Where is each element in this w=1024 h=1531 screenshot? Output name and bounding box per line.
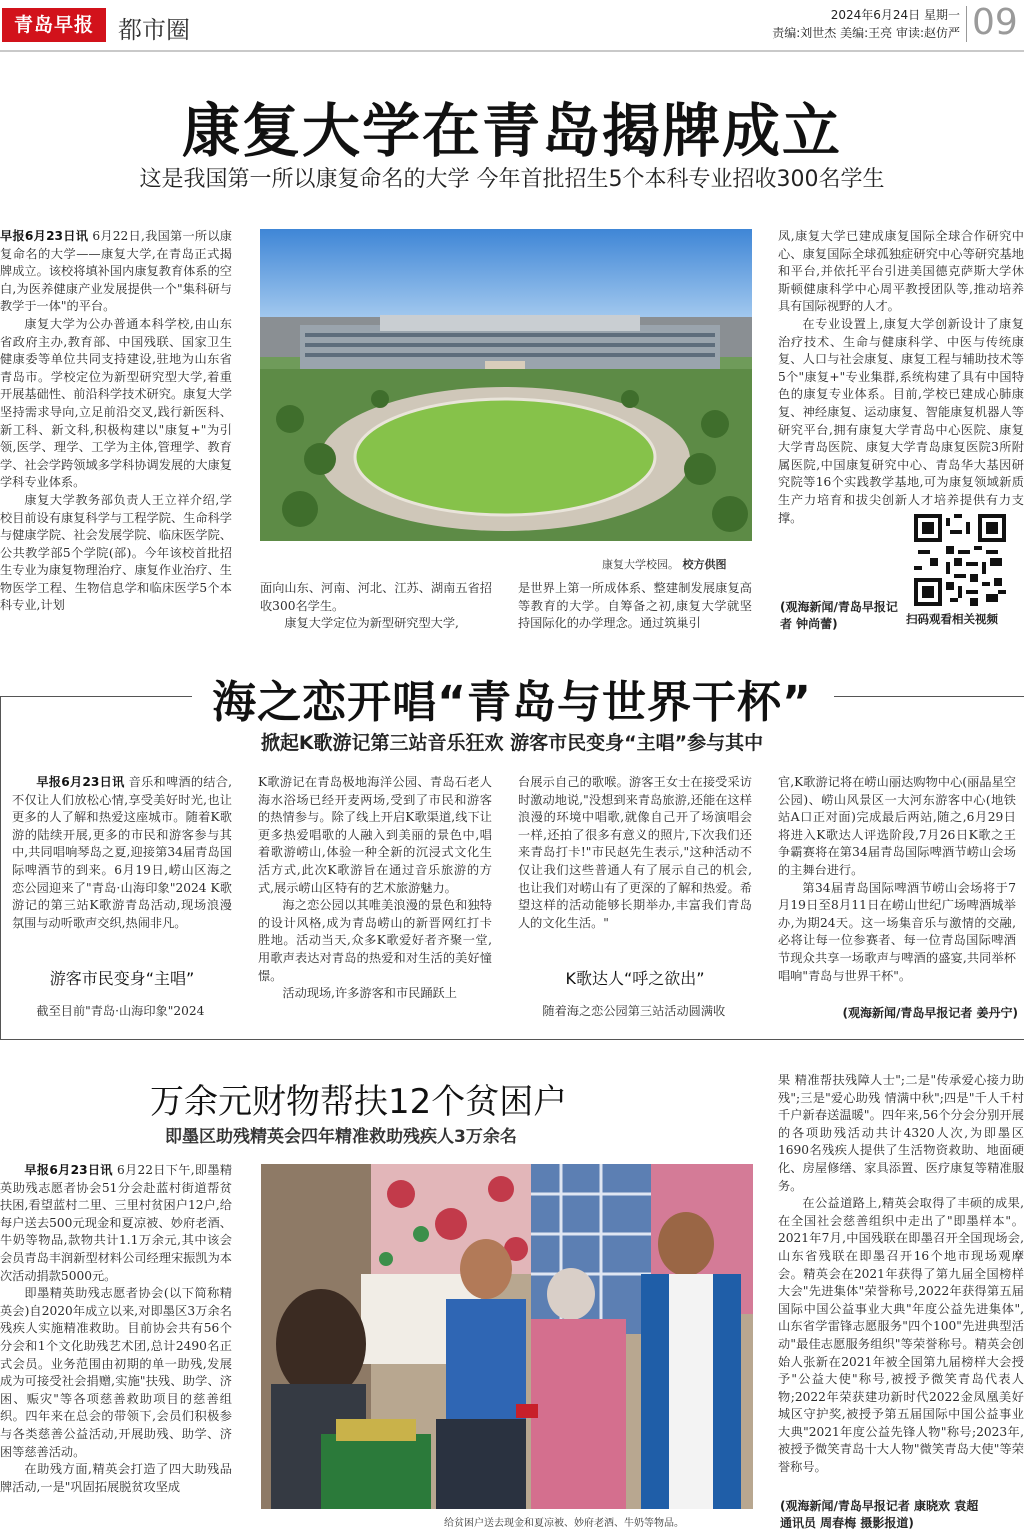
article1-paragraph: 康复大学定位为新型研究型大学,: [284, 616, 459, 631]
article1-paragraph: 康复大学为公办普通本科学校,由山东省政府主办,教育部、中国残联、国家卫生健康委等单位共同支持建设,驻地为山东省青岛市。学校定位为新型研究型大学,着重开展基础性、前沿科学技术研究。康复大学坚持需求导向,立足前沿交叉,践行新医科、新工科、新文科,积极构建以"康复+"为引领,医学、理学、工学为主体,管理学、教育学、社会学跨领域多学科协调发展的大康复学科专业体系。: [0, 316, 232, 490]
qr-caption: 扫码观看相关视频: [906, 612, 998, 626]
article1-column-4-tail: [778, 512, 888, 600]
article3-byline: (观海新闻/青岛早报记者 康晓欢 袁超: [780, 1499, 979, 1513]
article2-paragraph: 截至目前"青岛·山海印象"2024: [36, 1004, 205, 1018]
article3-dateline: 早报6月23日讯: [24, 1163, 113, 1177]
article1-dateline: 早报6月23日讯: [0, 229, 89, 243]
article2-paragraph: 随着海之恋公园第三站活动圆满收: [542, 1004, 726, 1018]
qr-code[interactable]: [914, 514, 1006, 606]
article1-column-1: [0, 228, 232, 632]
article2-paragraph: 音乐和啤酒的结合,不仅让人们放松心情,享受美好时光,也让更多的人了解和热爱这座城市。随着K歌游的陆续开展,更多的市民和游客参与其中,共同唱响琴岛之夏,迎接第34届青岛国际啤酒节的到来。6月19日,崂山区海之恋公园迎来了"青岛·山海印象"2024 K歌游记的第三站K歌游青岛活动,现场浪漫氛围与动听歌声交织,热闹非凡。: [12, 775, 232, 930]
section-name: 都市圈: [118, 16, 190, 44]
article3-byline-2: 通讯员 周春梅 摄影报道): [780, 1516, 914, 1530]
editor-credits: 责编:刘世杰 美编:王亮 审读:赵仿严: [772, 26, 960, 40]
campus-photo: [260, 229, 752, 541]
article2-paragraph: 第34届青岛国际啤酒节崂山会场将于7月19日至8月11日在崂山世纪广场啤酒城举办,为期24天。这一场集音乐与激情的交融,必将让每一位参赛者、每一位青岛国际啤酒节现众共享一场歌声与啤酒的盛宴,共同举杯唱响"青岛与世界干杯"。: [778, 880, 1016, 983]
article3-column-4: [778, 1072, 1024, 1482]
article2-subheadline: 掀起K歌游记第三站音乐狂欢 游客市民变身“主唱”参与其中: [260, 732, 764, 754]
article1-paragraph: 是世界上第一所成体系、整建制发展康复高等教育的大学。自筹备之初,康复大学就坚持国际化的办学理念。通过筑巢引: [518, 581, 752, 631]
article2-paragraph: 官,K歌游记将在崂山丽达购物中心(丽晶星空公园)、崂山风景区一大河东游客中心(地铁站A口正对面)完成最后两站,随之,6月29日将进入K歌达人评选阶段,7月26日K歌之王争霸赛将在第34届青岛国际啤酒节崂山会场的主舞台进行。: [778, 775, 1016, 877]
campus-photo-credit: 校方供图: [682, 558, 727, 571]
article2-paragraph: 台展示自己的歌喉。游客王女士在接受采访时激动地说,"没想到来青岛旅游,还能在这样浪漫的环境中唱歌,就像自己开了场演唱会一样,还拍了很多有意义的照片,下次我们还来青岛打卡!"市民赵先生表示,"这种活动不仅让我们这些普通人有了展示自己的机会,也让我们对崂山有了更深的了解和热爱。希望这样的活动能够长期举办,丰富我们青岛人的文化生活。": [518, 775, 752, 930]
article3-paragraph: 在公益道路上,精英会取得了丰硕的成果,在全国社会慈善组织中走出了"即墨样本"。2021年7月,中国残联在即墨召开全国现场会,山东省残联在即墨召开16个地市现场观摩会。精英会在2021年获得了第九届全国榜样大会"先进集体"荣誉称号,2022年获得第五届国际中国公益事业大典"年度公益先进集体",山东省学雷锋志愿服务"四个100"先进典型活动"最佳志愿服务组织"等荣誉称号。精英会创始人张新在2021年被全国第九届榜样大会授予"公益大使"称号,被授予微笑青岛代表人物;2022年荣获建功新时代2022金凤凰美好城区守护奖,被授予第五届国际中国公益事业大典"2021年度公益先锋人物"称号;2023年,被授予微笑青岛十大人物"微笑青岛大使"等荣誉称号。: [778, 1196, 1024, 1475]
article2-column-1-tail: [12, 1003, 232, 1023]
article2-byline: (观海新闻/青岛早报记者 姜丹宁): [842, 1006, 1018, 1020]
header-divider: [966, 6, 967, 42]
article3-subheadline: 即墨区助残精英会四年精准救助残疾人3万余名: [165, 1127, 517, 1147]
article2-column-1: [12, 774, 232, 954]
article2-crosshead-2: K歌达人“呼之欲出”: [565, 969, 705, 988]
article2-column-4: [778, 774, 1016, 1004]
article1-headline: 康复大学在青岛揭牌成立: [181, 97, 842, 165]
charity-photo-caption: 给贫困户送去现金和夏凉被、妙府老酒、牛奶等物品。: [444, 1518, 684, 1529]
article1-subheadline: 这是我国第一所以康复命名的大学 今年首批招生5个本科专业招收300名学生: [139, 167, 885, 192]
issue-date: 2024年6月24日 星期一: [830, 8, 960, 22]
header-rule: [0, 50, 1024, 52]
article3-paragraph: 6月22日下午,即墨精英助残志愿者协会51分会赴蓝村街道帮贫扶困,看望蓝村二里、三里村贫困户12户,给每户送去500元现金和夏凉被、妙府老酒、牛奶等物品,款物共计1.1万余元,其中该会会员青岛丰润新型材料公司经理宋振凯为本次活动捐款5000元。: [0, 1163, 233, 1283]
article1-paragraph: 康复大学教务部负责人王立祥介绍,学校目前设有康复科学与工程学院、生命科学与健康学院、社会发展学院、临床医学院、公共教学部5个学院(部)。今年该校首批招生专业为康复物理治疗、康复作业治疗、生物医学工程、生物信息学和临床医学5个本科专业,计划: [0, 492, 232, 613]
article3-headline: 万余元财物帮扶12个贫困户: [150, 1082, 568, 1122]
article2-paragraph: 海之恋公园以其唯美浪漫的景色和独特的设计风格,成为青岛崂山的新晋网红打卡胜地。活动当天,众多K歌爱好者齐聚一堂,用歌声表达对青岛的热爱和对生活的美好憧憬。: [258, 898, 492, 983]
article2-column-2: [258, 774, 492, 1024]
article1-paragraph: 6月22日,我国第一所以康复命名的大学——康复大学,在青岛正式揭牌成立。该校将填补国内康复教育体系的空白,为医养健康产业发展提供一个"集科研与教学于一体"的平台。: [0, 229, 232, 314]
charity-visit-photo: [261, 1164, 753, 1509]
article1-paragraph: 面向山东、河南、河北、江苏、湖南五省招收300名学生。: [260, 581, 492, 613]
article2-headline: 海之恋开唱“青岛与世界干杯”: [212, 677, 812, 728]
article1-column-2: [260, 580, 492, 634]
article2-paragraph: K歌游记在青岛极地海洋公园、青岛石老人海水浴场已经开麦两场,受到了市民和游客的热情参与。除了线上开启K歌渠道,线下让更多热爱唱歌的人融入到美丽的景色中,唱着歌游崂山,体验一种全新的沉浸式文化生活方式,此次K歌游旨在通过音乐旅游的方式,展示崂山区特有的艺术旅游魅力。: [258, 775, 492, 895]
article2-dateline: 早报6月23日讯: [36, 775, 125, 789]
article1-paragraph: 凤,康复大学已建成康复国际全球合作研究中心、康复国际全球孤独症研究中心等研究基地和平台,并依托平台引进美国德克萨斯大学休斯顿健康科学中心周平教授团队等,推动培养具有国际视野的人才。: [778, 229, 1024, 314]
article2-box-bottom: [0, 1039, 1024, 1040]
page-number: 09: [972, 2, 1018, 43]
article3-paragraph: 即墨精英助残志愿者协会(以下简称精英会)自2020年成立以来,对即墨区3万余名残疾人实施精准救助。目前协会共有56个分会和1个文化助残艺术团,总计2490名正式会员。业务范围由初期的单一助残,发展成为可接受社会捐赠,实施"扶残、助学、济困、赈灾"等各项慈善救助项目的慈善组织。四年来在总会的带领下,会员们积极参与各类慈善公益活动,开展助残、助学、济困等慈善活动。: [0, 1286, 232, 1459]
article1-paragraph: 在专业设置上,康复大学创新设计了康复治疗技术、生命与健康科学、中医与传统康复、人口与社会康复、康复工程与辅助技术等5个"康复+"专业集群,系统构建了具有中国特色的康复专业体系。目前,学校已建成心肺康复、神经康复、运动康复、智能康复机器人等研究平台,拥有康复大学青岛中心医院、康复大学青岛医院、康复大学青岛康复医院3所附属医院,中国康复研究中心、青岛华大基因研究院等16个实践教学基地,可为康复领域新质生产力培育和拔尖创新人才培养提供有力支撑。: [778, 316, 1024, 525]
article1-column-3: [518, 580, 752, 634]
article2-crosshead-1: 游客市民变身“主唱”: [49, 969, 195, 988]
article2-paragraph: 活动现场,许多游客和市民踊跃上: [282, 986, 457, 1001]
article1-column-4: [778, 228, 1024, 525]
article3-paragraph: 果 精准帮扶残障人士";二是"传承爱心接力助残";三是"爱心助残 情满中秋";四是"千人千村千户新春送温暖"。四年来,56个分会分别开展的各项助残活动共计4320人次,为即墨区1690名残疾人提供了生活物资救助、地面硬化、房屋修缮、家具添置、医疗康复等精准服务。: [778, 1073, 1024, 1193]
article2-column-3-tail: [518, 1003, 752, 1023]
article2-column-3: [518, 774, 752, 954]
article3-column-1: [0, 1162, 232, 1531]
article1-byline: (观海新闻/青岛早报记者 钟尚蕾): [780, 600, 898, 631]
article3-paragraph: 在助残方面,精英会打造了四大助残品牌活动,一是"巩固拓展脱贫攻坚成: [0, 1462, 232, 1494]
campus-photo-caption: 康复大学校园。 校方供图: [602, 558, 727, 571]
newspaper-logo: 青岛早报: [2, 8, 106, 42]
